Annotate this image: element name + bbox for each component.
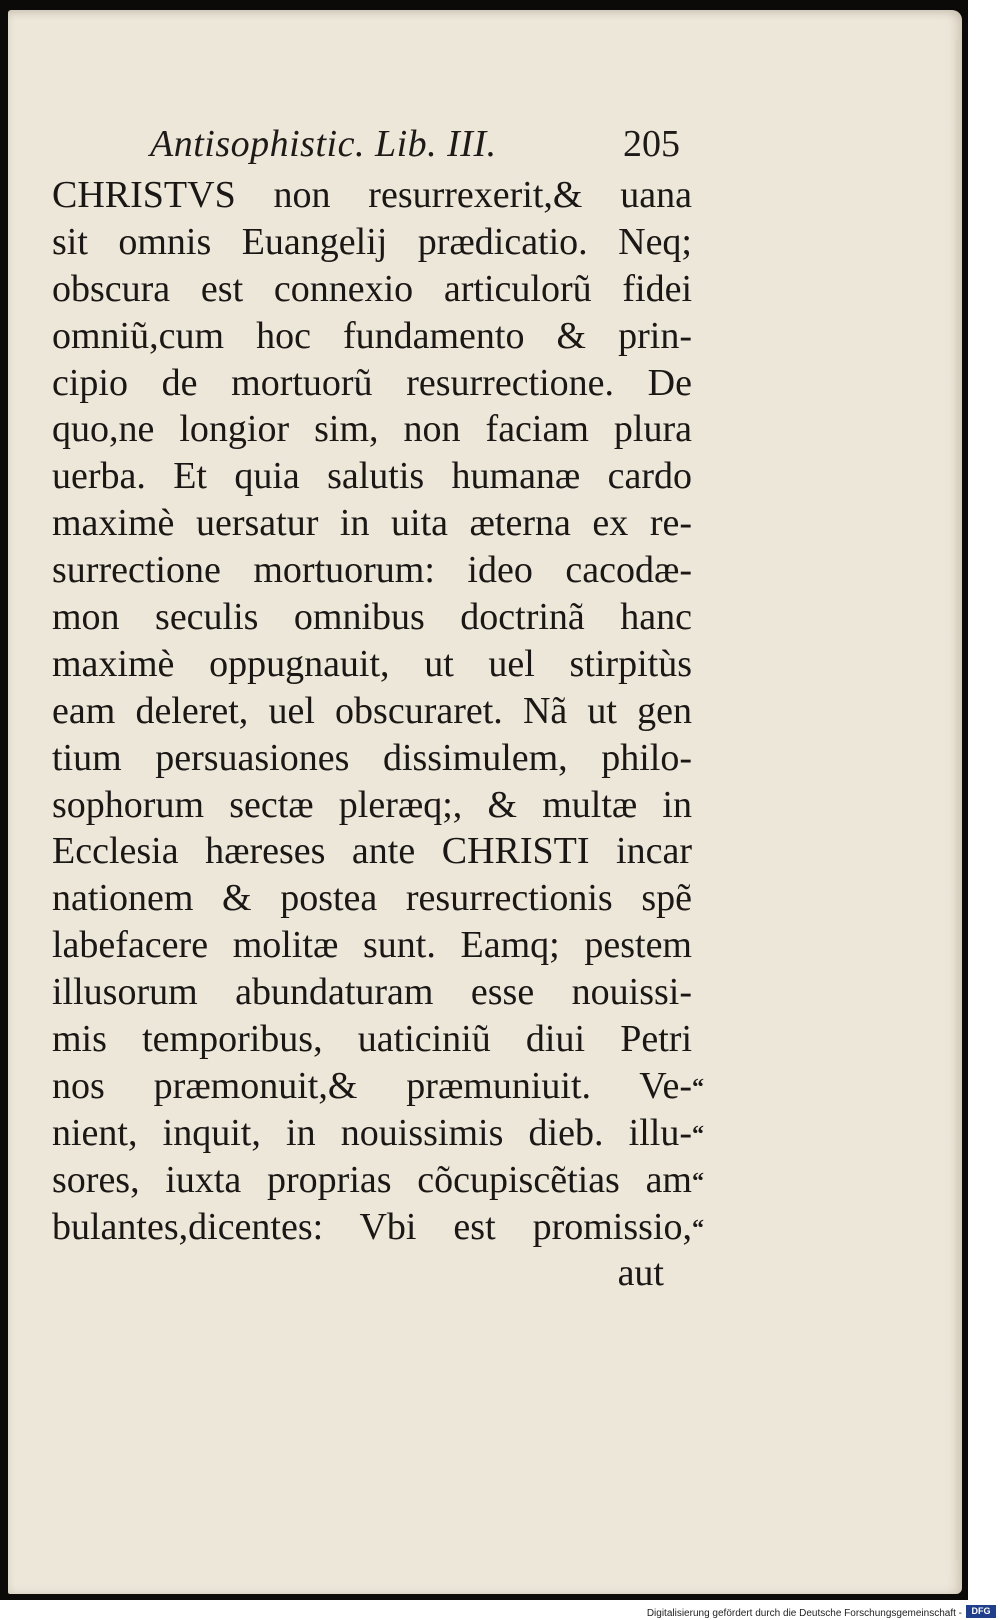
marginal-quote-marks xyxy=(678,1065,718,1253)
page-header xyxy=(150,122,690,176)
text-line: maximè oppugnauit, ut uel stirpitùs xyxy=(52,642,692,685)
quote-mark: “ xyxy=(692,1168,704,1195)
text-line: omniũ,cum hoc fundamento & prin- xyxy=(52,314,692,357)
text-line: CHRISTVS non resurrexerit,& uana xyxy=(52,174,692,216)
page-edge xyxy=(954,40,958,1560)
dfg-logo-badge: DFG xyxy=(966,1605,996,1618)
text-line: maximè uersatur in uita æterna ex re- xyxy=(52,502,692,545)
running-title: Antisophistic. Lib. III. xyxy=(150,123,497,165)
text-line: mis temporibus, uaticiniũ diui Petri xyxy=(52,1018,692,1061)
quote-mark: “ xyxy=(692,1075,704,1101)
text-line: uerba. Et quia salutis humanæ cardo xyxy=(52,455,692,498)
text-line: nationem & postea resurrectionis spẽ xyxy=(52,877,692,920)
text-line: surrectione mortuorum: ideo cacodæ- xyxy=(52,549,692,592)
text-line: sit omnis Euangelij prædicatio. Neq; xyxy=(52,220,692,263)
text-line: bulantes,dicentes: Vbi est promissio, xyxy=(52,1205,692,1248)
digitization-credit: Digitalisierung gefördert durch die Deutsche Forschungsgemeinschaft - xyxy=(646,1608,962,1619)
page-number: 205 xyxy=(623,123,680,165)
text-line: cipio de mortuorũ resurrectione. De xyxy=(52,361,692,404)
text-line: labefacere molitæ sunt. Eamq; pestem xyxy=(52,924,692,967)
quote-mark: “ xyxy=(692,1121,704,1148)
text-line: obscura est connexio articulorũ fidei xyxy=(52,267,692,310)
text-line: quo,ne longior sim, non faciam plura xyxy=(52,408,692,451)
text-line: tium persuasiones dissimulem, philo- xyxy=(52,736,692,779)
text-block xyxy=(52,172,692,1297)
quote-mark: “ xyxy=(692,1215,704,1242)
text-line: nient, inquit, in nouissimis dieb. illu- xyxy=(52,1111,692,1154)
catchword: aut xyxy=(617,1252,664,1295)
text-line: nos præmonuit,& præmuniuit. Ve- xyxy=(52,1064,692,1107)
text-line: sores, iuxta proprias cõcupiscẽtias am xyxy=(52,1158,692,1201)
text-line: illusorum abundaturam esse nouissi- xyxy=(52,971,692,1014)
text-line: sophorum sectæ pleræq;, & multæ in xyxy=(52,783,692,826)
text-line: mon seculis omnibus doctrinã hanc xyxy=(52,596,692,639)
text-line: eam deleret, uel obscuraret. Nã ut gen xyxy=(52,689,692,732)
text-line: Ecclesia hæreses ante CHRISTI incar xyxy=(52,830,692,873)
